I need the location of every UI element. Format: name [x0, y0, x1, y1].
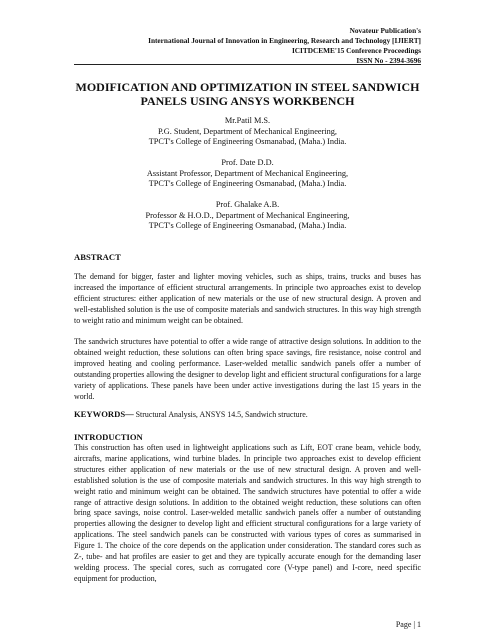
author-affiliation: TPCT's College of Engineering Osmanabad, (Maha.) India. — [148, 179, 347, 188]
author-entry — [74, 158, 421, 190]
author-name: Mr.Patil M.S. — [224, 116, 271, 125]
author-entry — [74, 116, 421, 148]
author-affiliation: TPCT's College of Engineering Osmanabad, (Maha.) India. — [148, 137, 347, 146]
header-divider — [74, 64, 421, 65]
page-number: Page | 1 — [395, 620, 421, 629]
header-journal: International Journal of Innovation in Engineering, Research and Technology [IJIERT] — [148, 36, 421, 45]
paper-title — [74, 80, 421, 108]
running-header — [91, 26, 421, 66]
author-role: Assistant Professor, Department of Mechanical Engineering, — [146, 168, 349, 178]
author-role: P.G. Student, Department of Mechanical Engineering, — [157, 126, 338, 136]
header-conference: ICITDCEME'15 Conference Proceedings — [291, 46, 421, 55]
introduction-heading: INTRODUCTION — [74, 432, 143, 442]
introduction-paragraph: This construction has often used in lightweight applications such as Lift, EOT crane beam, vehicle body, aircrafts, marine applications, wind turbine blades. In principle two approaches exist to develop efficient structures either application of new materials or the use of new structural design. A proven and well-established solution is the use of composite materials and sandwich structures. In this way high strength to weight ratio and minimum weight can be obtained. The sandwich structures have potential to offer a wide range of attractive design solutions. In addition to the obtained weight reduction, these solutions can often bring space savings, noise control. Laser-welded metallic sandwich panels offer a number of outstanding properties allowing the designer to develop light and efficient structural configurations for a large variety of applications. The steel sandwich panels can be constructed with various types of cores as summarised in Figure 1. The choice of the core depends on the application under consideration. The standard cores such as Z-, tube- and hat profiles are easier to get and they are typically accurate enough for the demanding laser welding process. The special cores, such as corrugated core (V-type panel) and I-core, need specific equipment for production, — [74, 443, 421, 583]
keywords-text: Structural Analysis, ANSYS 14.5, Sandwich structure. — [133, 410, 308, 419]
author-name: Prof. Date D.D. — [221, 158, 274, 167]
abstract-heading: ABSTRACT — [74, 252, 121, 262]
title-line-2: PANELS USING ANSYS WORKBENCH — [140, 94, 355, 108]
header-publisher: Novateur Publication's — [349, 26, 421, 35]
abstract-paragraph-2: The sandwich structures have potential to offer a wide range of attractive design solutions. In addition to the obtained weight reduction, these solutions can often bring space savings, fire resistance, noise control and improved heating and cooling performance. Laser-welded metallic sandwich panels offer a number of outstanding properties allowing the designer to develop light and efficient structural configurations for a large variety of applications. These panels have been under active investigations during the last 15 years in the world. — [74, 337, 421, 401]
keywords-line — [74, 409, 421, 421]
author-entry — [74, 200, 421, 232]
author-affiliation: TPCT's College of Engineering Osmanabad, (Maha.) India. — [148, 221, 347, 230]
author-name: Prof. Ghalake A.B. — [215, 200, 280, 209]
author-block — [74, 116, 421, 242]
header-issn: ISSN No - 2394-3696 — [356, 56, 421, 65]
title-line-1: MODIFICATION AND OPTIMIZATION IN STEEL SANDWICH — [75, 80, 420, 94]
keywords-label: KEYWORDS— — [74, 409, 134, 419]
author-role: Professor & H.O.D., Department of Mechanical Engineering, — [145, 210, 350, 220]
abstract-paragraph-1: The demand for bigger, faster and lighter moving vehicles, such as ships, trains, trucks and buses has increased the importance of efficient structural arrangements. In principle two approaches exist to develop efficient structures: either application of new materials or the use of new structural design. A proven and well-established solution is the use of composite materials and sandwich structures. In this way high strength to weight ratio and minimum weight can be obtained. — [74, 272, 421, 325]
